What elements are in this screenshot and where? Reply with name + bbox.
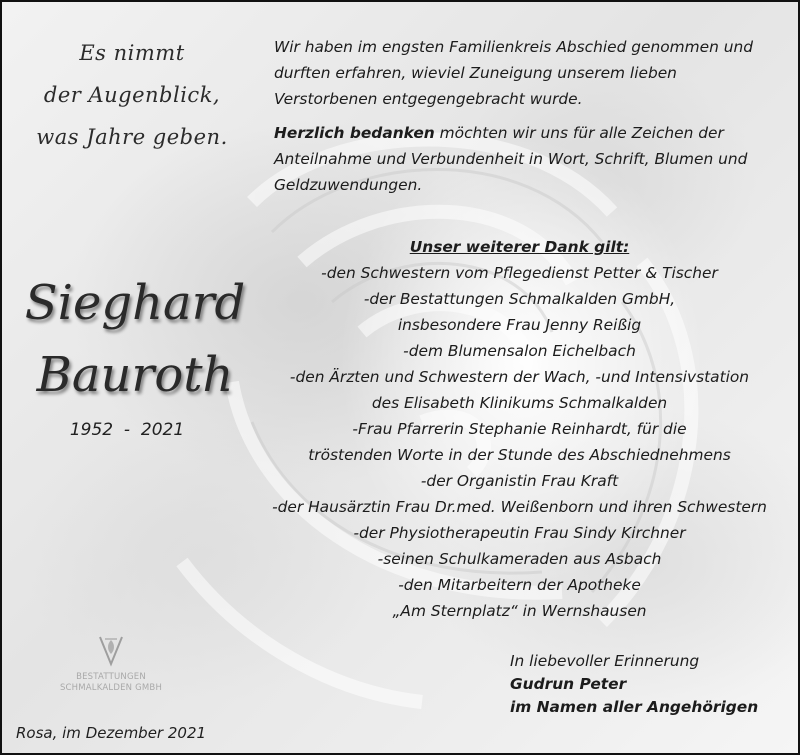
thanks-line: „Am Sternplatz“ in Wernshausen <box>392 602 647 620</box>
signatory-note: im Namen aller Angehörigen <box>510 698 759 716</box>
quote-line-2: der Augenblick, <box>43 83 221 107</box>
signatory-name: Gudrun Peter <box>510 675 627 693</box>
intro-paragraph-1: Wir haben im engsten Familienkreis Abschied genommen und durften erfahren, wieviel Zuneigung unserem lieben Verstorbenen entgegengebracht wurde. <box>274 38 754 108</box>
funeral-home-logo <box>50 634 172 694</box>
life-years: 1952 - 2021 <box>69 420 185 440</box>
thanks-line: -der Organistin Frau Kraft <box>420 472 619 490</box>
thanks-line: -der Hausärztin Frau Dr.med. Weißenborn und ihren Schwestern <box>272 498 767 516</box>
deceased-name <box>20 267 250 411</box>
thanks-line: -den Schwestern vom Pflegedienst Petter & Tischer <box>321 264 718 282</box>
memorial-quote <box>22 32 242 158</box>
thanks-line: -den Ärzten und Schwestern der Wach, -und Intensivstation <box>289 368 750 386</box>
deceased-first-name: Sieghard <box>24 275 246 331</box>
logo-text-line-1: BESTATTUNGEN <box>76 672 146 682</box>
thanks-line: -der Bestattungen Schmalkalden GmbH, <box>363 290 676 308</box>
thanks-list <box>252 234 787 624</box>
quote-line-3: was Jahre geben. <box>36 125 228 149</box>
thanks-line: -der Physiotherapeutin Frau Sindy Kirchner <box>353 524 686 542</box>
quote-line-1: Es nimmt <box>79 41 185 65</box>
thanks-line: -dem Blumensalon Eichelbach <box>403 342 636 360</box>
thanks-emphasis: Herzlich bedanken <box>274 124 435 142</box>
place-and-date: Rosa, im Dezember 2021 <box>16 724 207 742</box>
intro-paragraph-2-text: möchten wir uns für alle Zeichen der Anteilnahme und Verbundenheit in Wort, Schrift, Blumen und Geldzuwendungen. <box>274 124 748 194</box>
thanks-line: des Elisabeth Klinikums Schmalkalden <box>371 394 668 412</box>
thanks-line: -den Mitarbeitern der Apotheke <box>398 576 641 594</box>
thanks-line: tröstenden Worte in der Stunde des Abschiednehmens <box>308 446 731 464</box>
intro-paragraph-2 <box>274 120 784 198</box>
logo-text-line-2: SCHMALKALDEN GMBH <box>59 683 163 693</box>
thanks-line: -Frau Pfarrerin Stephanie Reinhardt, für die <box>352 420 687 438</box>
deceased-last-name: Bauroth <box>36 347 234 403</box>
closing-line: In liebevoller Erinnerung <box>510 652 700 670</box>
thanks-line: -seinen Schulkameraden aus Asbach <box>377 550 662 568</box>
funeral-home-logo-icon <box>96 634 126 668</box>
thanks-line: insbesondere Frau Jenny Reißig <box>397 316 642 334</box>
intro-text <box>274 34 784 206</box>
closing-signature <box>510 650 790 719</box>
thanks-heading: Unser weiterer Dank gilt: <box>409 238 630 256</box>
